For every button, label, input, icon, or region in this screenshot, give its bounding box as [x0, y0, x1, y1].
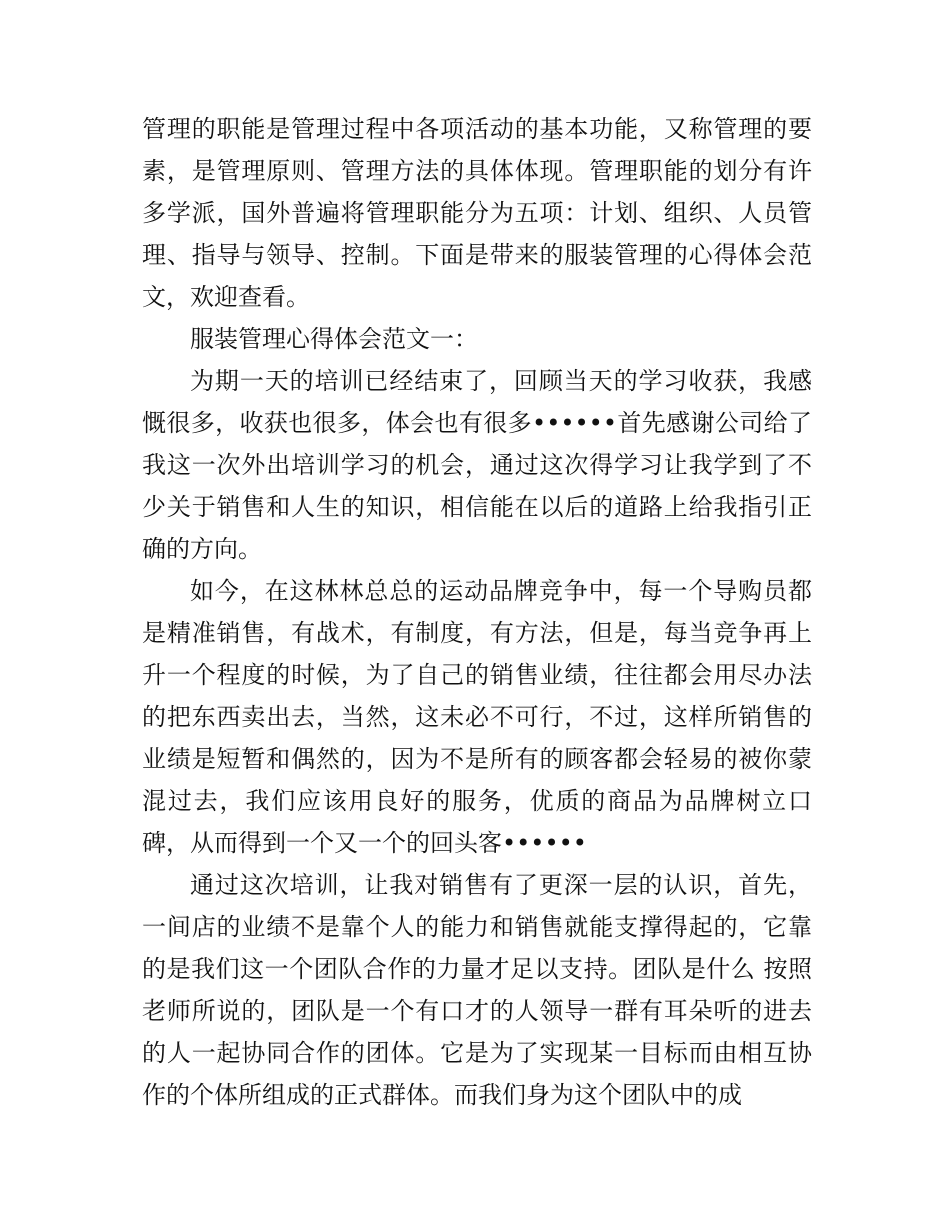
body-paragraph-1: 为期一天的培训已经结束了，回顾当天的学习收获，我感慨很多，收获也很多，体会也有很多••••••首先感谢公司给了我这一次外出培训学习的机会，通过这次得学习让我学到了不少关于销售和人生的知识，相信能在以后的道路上给我指引正确的方向。	[142, 367, 812, 563]
body-paragraph-3: 通过这次培训，让我对销售有了更深一层的认识，首先，一间店的业绩不是靠个人的能力和销售就能支撑得起的，它靠的是我们这一个团队合作的力量才足以支持。团队是什么 按照老师所说的，团队是一个有口才的人领导一群有耳朵听的进去的人一起协同合作的团体。它是为了实现某一目标而由相互协作的个体所组成的正式群体。而我们身为这个团队中的成	[142, 871, 812, 1109]
document-body	[142, 108, 812, 1116]
intro-paragraph: 管理的职能是管理过程中各项活动的基本功能，又称管理的要素，是管理原则、管理方法的具体体现。管理职能的划分有许多学派，国外普遍将管理职能分为五项：计划、组织、人员管理、指导与领导、控制。下面是带来的服装管理的心得体会范文，欢迎查看。	[142, 115, 812, 311]
section-heading: 服装管理心得体会范文一：	[190, 325, 478, 353]
body-paragraph-2: 如今，在这林林总总的运动品牌竞争中，每一个导购员都是精准销售，有战术，有制度，有方法，但是，每当竞争再上升一个程度的时候，为了自己的销售业绩，往往都会用尽办法的把东西卖出去，当然，这未必不可行，不过，这样所销售的业绩是短暂和偶然的，因为不是所有的顾客都会轻易的被你蒙混过去，我们应该用良好的服务，优质的商品为品牌树立口碑，从而得到一个又一个的回头客••••••	[142, 577, 812, 857]
